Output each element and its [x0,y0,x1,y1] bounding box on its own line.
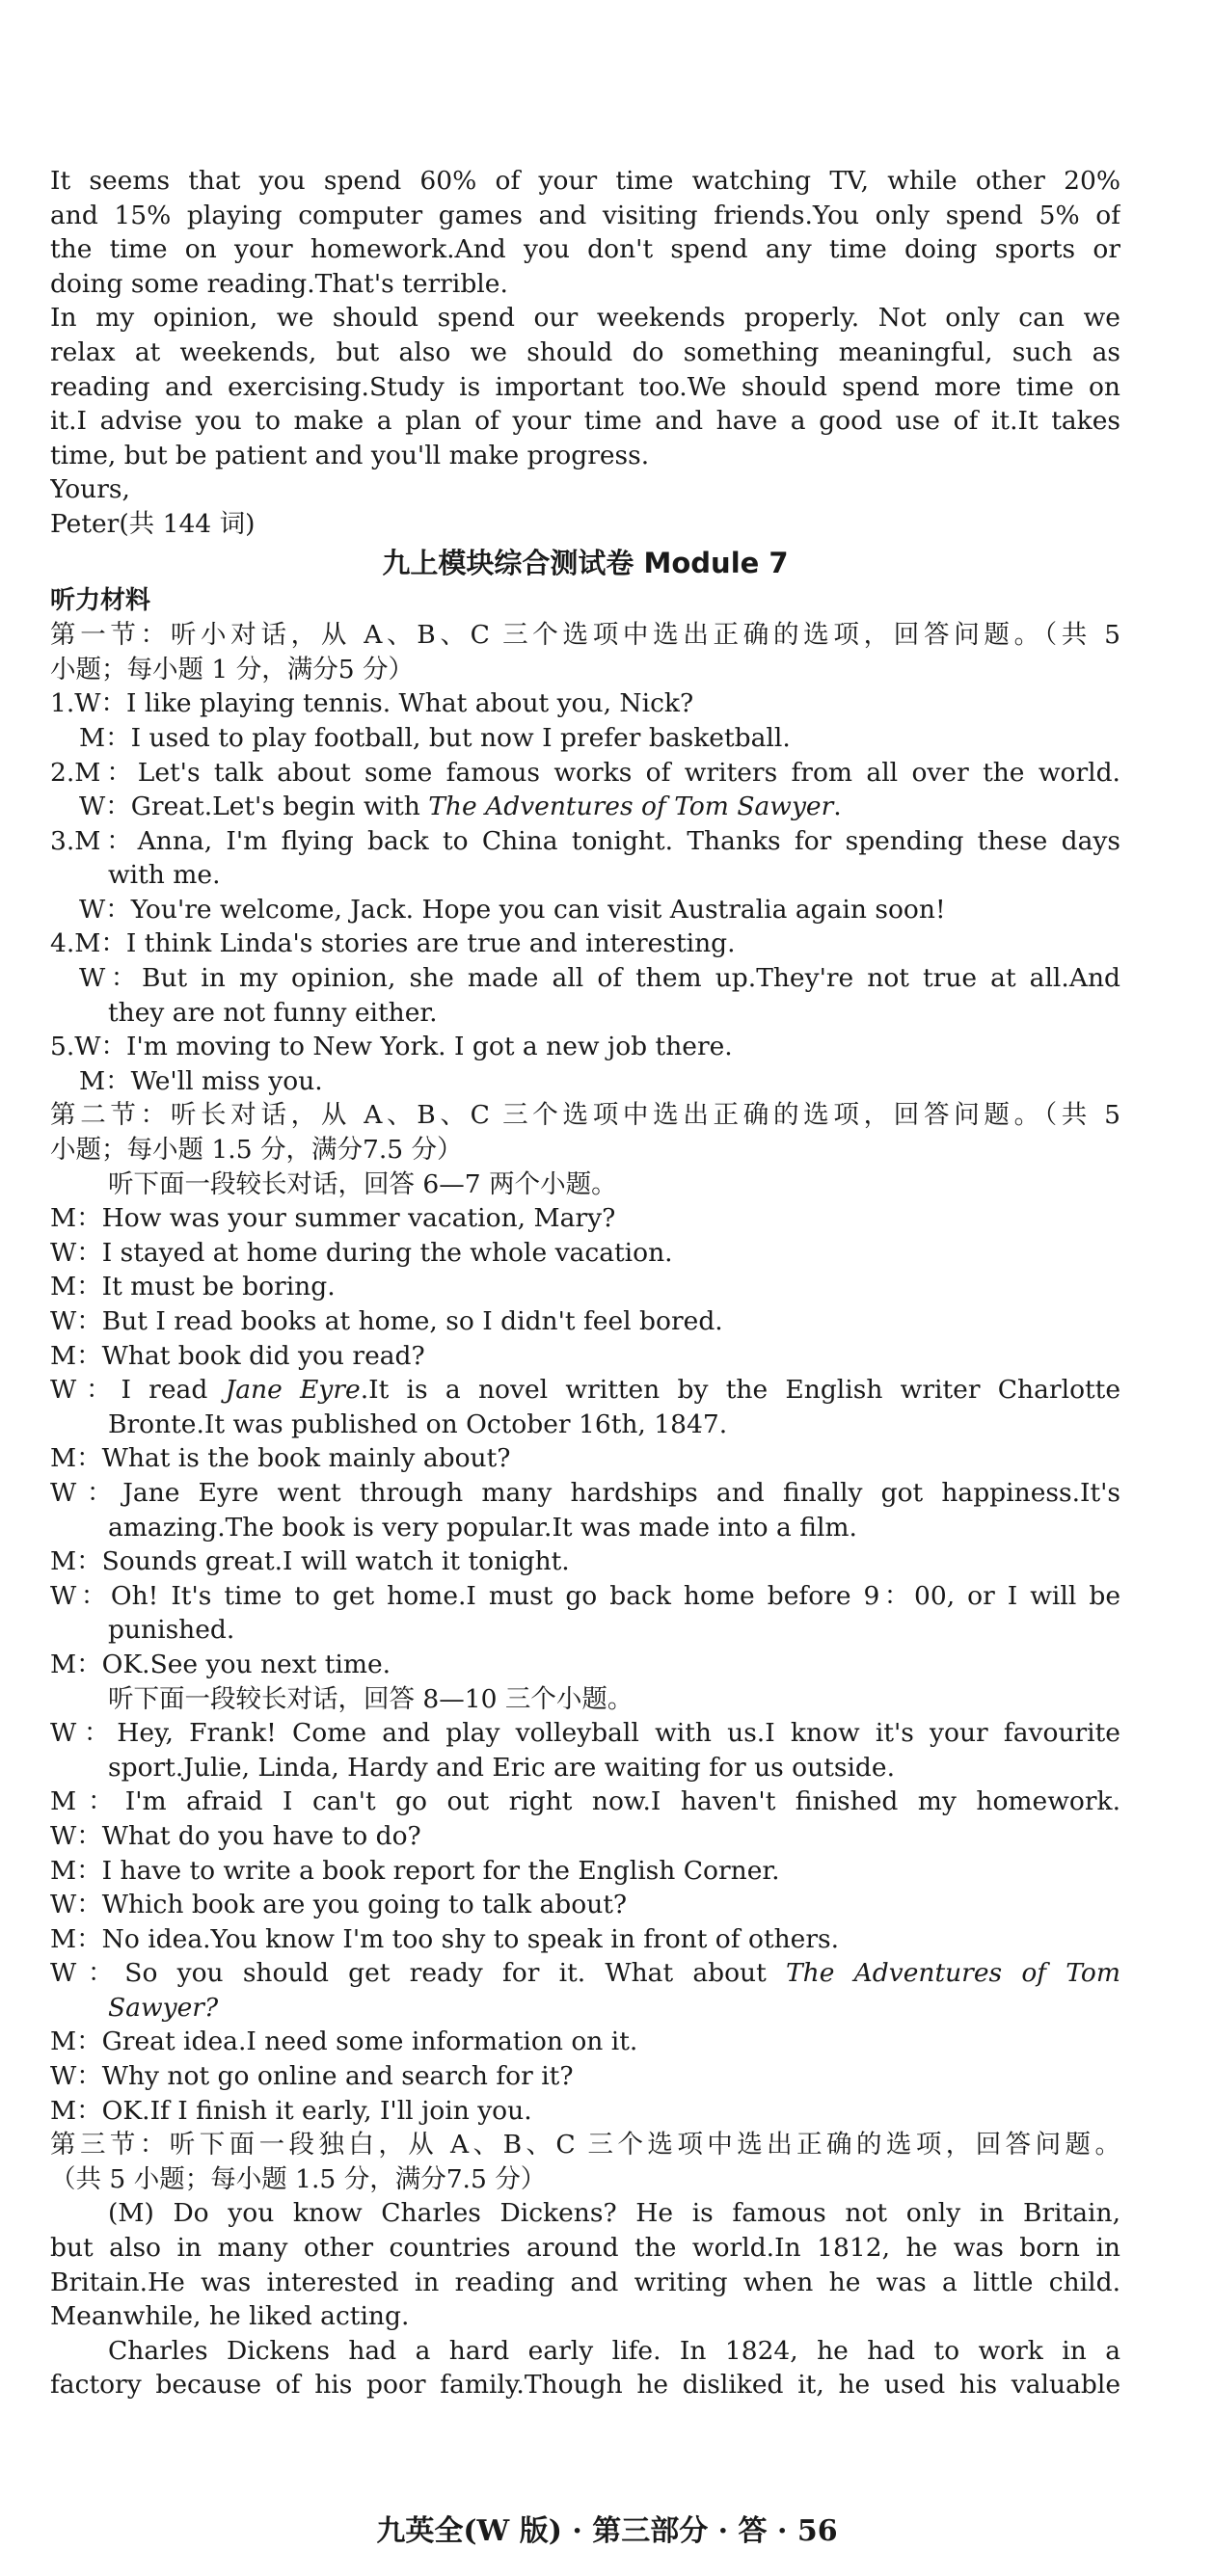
letter-body [50,164,1120,542]
dialogue-text: W：I read [50,1375,226,1406]
dialogue-text: W：So you should get ready for it. What about [50,1958,786,1989]
dialogue-line: W：You're welcome, Jack. Hope you can visit Australia again soon! [79,894,946,925]
letter-line: In my opinion, we should spend our weekends properly. Not only can we [50,303,1120,334]
letter-line: doing some reading.That's terrible. [50,268,508,299]
dialogue-text: . [833,792,842,822]
part1-instruction: 第一节：听小对话，从 A、B、C 三个选项中选出正确的选项，回答问题。（共 5 [50,620,1120,651]
dialogue-line: W：Which book are you going to talk about? [50,1890,628,1920]
sub-instruction: 听下面一段较长对话，回答 6—7 两个小题。 [108,1168,617,1199]
part3-instruction: （共 5 小题；每小题 1.5 分，满分7.5 分） [50,2163,547,2194]
book-title: Jane Eyre [225,1375,361,1406]
part1-instruction: 小题；每小题 1 分，满分5 分） [50,654,414,684]
dialogue-line: 3.M：Anna, I'm flying back to China tonight. Thanks for spending these days [50,825,1120,856]
dialogue-line: M：What is the book mainly about? [50,1443,511,1474]
dialogue-line: M：How was your summer vacation, Mary? [50,1203,616,1234]
dialogue-line [50,1991,1120,2026]
letter-line: relax at weekends, but also we should do something meaningful, such as [50,336,1120,367]
dialogue-line: 4.M：I think Linda's stories are true and interesting. [50,928,736,959]
book-title: The Adventures of Tom [785,1958,1120,1989]
dialogue-line: with me. [108,860,221,891]
dialogue-line: 2.M：Let's talk about some famous works of writers from all over the world. [50,757,1120,788]
part2-section [50,1098,1120,2128]
dialogue-line: M：I'm afraid I can't go out right now.I haven't finished my homework. [50,1786,1120,1817]
letter-line: it.I advise you to make a plan of your time and have a good use of it.It takes [50,406,1120,437]
book-title: The Adventures of Tom Sawyer [428,792,834,822]
dialogue-line: M：No idea.You know I'm too shy to speak in front of others. [50,1923,840,1954]
dialogue-line: M：Great idea.I need some information on it. [50,2026,638,2057]
dialogue-line: Bronte.It was published on October 16th, 1847. [108,1409,728,1439]
monologue-line: Britain.He was interested in reading and writing when he was a little child. [50,2267,1120,2297]
page-footer: 九英全(W 版) · 第三部分 · 答 · 56 [376,2514,838,2548]
dialogue-line: W：Hey, Frank! Come and play volleyball with us.I know it's your favourite [50,1718,1120,1749]
dialogue-line: M：Sounds great.I will watch it tonight. [50,1546,570,1577]
part3-section [50,2128,1120,2402]
monologue-line: Meanwhile, he liked acting. [50,2301,410,2332]
dialogue-line: M：What book did you read? [50,1340,425,1371]
monologue-line: but also in many other countries around the world.In 1812, he was born in [50,2233,1120,2264]
dialogue-line: M：OK.If I finish it early, I'll join you. [50,2095,532,2126]
dialogue-line: M：I used to play football, but now I prefer basketball. [79,722,791,753]
book-title: Sawyer? [108,1992,219,2023]
page-content [50,164,1120,2402]
monologue-line: factory because of his poor family.Though he disliked it, he used his valuable [50,2370,1120,2401]
dialogue-line: W：I stayed at home during the whole vacation. [50,1237,673,1268]
dialogue-line: W：What do you have to do? [50,1820,421,1851]
part1-section [50,618,1120,1098]
dialogue-line: W：Why not go online and search for it? [50,2061,574,2092]
dialogue-line: punished. [108,1615,235,1646]
letter-line: the time on your homework.And you don't spend any time doing sports or [50,234,1120,265]
dialogue-line [50,1956,1120,1991]
dialogue-line: M：It must be boring. [50,1272,336,1302]
section-title: 九上模块综合测试卷 Module 7 [382,546,789,579]
dialogue-line: M：I have to write a book report for the English Corner. [50,1855,780,1886]
letter-closing: Yours, [50,474,130,505]
dialogue-line: W：Jane Eyre went through many hardships and finally got happiness.It's [50,1477,1120,1508]
part2-instruction: 第二节：听长对话，从 A、B、C 三个选项中选出正确的选项，回答问题。（共 5 [50,1100,1120,1131]
dialogue-line: W：But in my opinion, she made all of them up.They're not true at all.And [79,963,1120,994]
dialogue-line: W：Oh! It's time to get home.I must go back home before 9：00, or I will be [50,1580,1120,1611]
part3-instruction: 第三节：听下面一段独白，从 A、B、C 三个选项中选出正确的选项，回答问题。 [50,2130,1120,2160]
letter-line: time, but be patient and you'll make progress. [50,440,650,470]
dialogue-line [50,790,1120,824]
letter-signature: Peter(共 144 词) [50,508,256,539]
listening-label: 听力材料 [50,585,151,615]
dialogue-line: M：We'll miss you. [79,1065,323,1096]
letter-line: It seems that you spend 60% of your time watching TV, while other 20% [50,166,1120,196]
dialogue-line: they are not funny either. [108,997,438,1028]
dialogue-text: W：Great.Let's begin with [79,792,429,822]
part2-instruction: 小题；每小题 1.5 分，满分7.5 分） [50,1135,463,1166]
monologue-line: (M) Do you know Charles Dickens? He is famous not only in Britain, [108,2198,1120,2229]
dialogue-line: amazing.The book is very popular.It was made into a film. [108,1512,857,1543]
dialogue-line: M：OK.See you next time. [50,1649,391,1679]
dialogue-line: 1.W：I like playing tennis. What about you, Nick? [50,688,694,719]
letter-line: and 15% playing computer games and visiting friends.You only spend 5% of [50,200,1120,230]
sub-instruction: 听下面一段较长对话，回答 8—10 三个小题。 [108,1683,634,1714]
dialogue-text: .It is a novel written by the English writer Charlotte [360,1375,1120,1406]
dialogue-line: sport.Julie, Linda, Hardy and Eric are waiting for us outside. [108,1752,895,1783]
dialogue-line: W：But I read books at home, so I didn't feel bored. [50,1306,723,1336]
monologue-line: Charles Dickens had a hard early life. In 1824, he had to work in a [108,2335,1120,2366]
letter-line: reading and exercising.Study is important too.We should spend more time on [50,371,1120,402]
dialogue-line: 5.W：I'm moving to New York. I got a new job there. [50,1032,733,1062]
dialogue-line [50,1373,1120,1408]
